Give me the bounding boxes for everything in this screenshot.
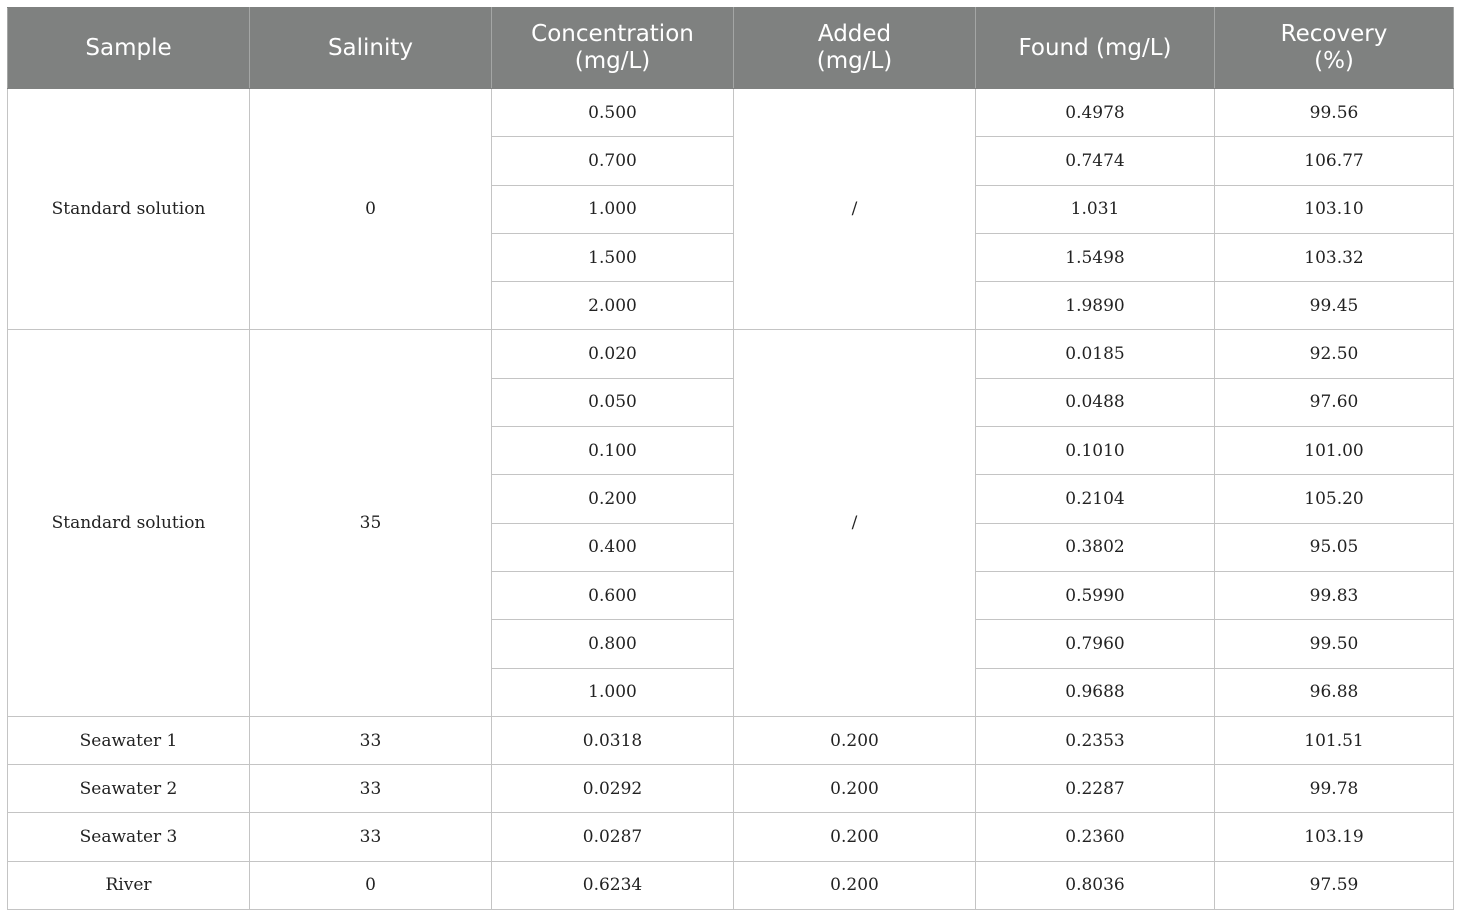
table-row [8,89,1454,137]
table-row [8,330,1454,378]
table-row [8,861,1454,909]
found-cell: 0.3802 [976,523,1215,571]
recovery-cell: 97.60 [1215,378,1454,426]
added-cell: 0.200 [734,813,976,861]
added-cell: / [734,330,976,716]
found-cell: 0.0185 [976,330,1215,378]
concentration-cell: 0.0287 [492,813,734,861]
sample-cell: Standard solution [8,89,250,330]
concentration-cell: 2.000 [492,282,734,330]
table-row [8,765,1454,813]
found-cell: 0.2287 [976,765,1215,813]
recovery-cell: 103.10 [1215,185,1454,233]
recovery-cell: 96.88 [1215,668,1454,716]
salinity-cell: 33 [250,813,492,861]
concentration-cell: 0.020 [492,330,734,378]
table-body [8,89,1454,910]
concentration-cell: 0.100 [492,427,734,475]
found-cell: 1.5498 [976,233,1215,281]
found-cell: 1.9890 [976,282,1215,330]
concentration-cell: 0.500 [492,89,734,137]
found-cell: 0.2104 [976,475,1215,523]
found-cell: 0.4978 [976,89,1215,137]
sample-cell: Standard solution [8,330,250,716]
added-cell: 0.200 [734,716,976,764]
added-cell: 0.200 [734,861,976,909]
recovery-cell: 105.20 [1215,475,1454,523]
recovery-cell: 103.32 [1215,233,1454,281]
found-cell: 0.7960 [976,620,1215,668]
found-cell: 1.031 [976,185,1215,233]
salinity-cell: 0 [250,861,492,909]
header-recovery: Recovery (%) [1215,8,1454,89]
recovery-cell: 99.83 [1215,571,1454,619]
concentration-cell: 0.800 [492,620,734,668]
concentration-cell: 1.000 [492,185,734,233]
concentration-cell: 1.000 [492,668,734,716]
sample-cell: Seawater 1 [8,716,250,764]
salinity-cell: 35 [250,330,492,716]
header-sample: Sample [8,8,250,89]
found-cell: 0.5990 [976,571,1215,619]
header-added: Added (mg/L) [734,8,976,89]
concentration-cell: 0.400 [492,523,734,571]
table-row [8,813,1454,861]
recovery-cell: 106.77 [1215,137,1454,185]
found-cell: 0.2360 [976,813,1215,861]
recovery-cell: 97.59 [1215,861,1454,909]
found-cell: 0.8036 [976,861,1215,909]
concentration-cell: 0.0318 [492,716,734,764]
recovery-cell: 99.45 [1215,282,1454,330]
table-row [8,716,1454,764]
concentration-cell: 0.200 [492,475,734,523]
recovery-table [7,7,1454,910]
recovery-cell: 101.00 [1215,427,1454,475]
sample-cell: Seawater 3 [8,813,250,861]
header-concentration: Concentration (mg/L) [492,8,734,89]
salinity-cell: 0 [250,89,492,330]
salinity-cell: 33 [250,765,492,813]
found-cell: 0.9688 [976,668,1215,716]
header-found: Found (mg/L) [976,8,1215,89]
concentration-cell: 1.500 [492,233,734,281]
added-cell: 0.200 [734,765,976,813]
recovery-cell: 103.19 [1215,813,1454,861]
recovery-cell: 101.51 [1215,716,1454,764]
recovery-cell: 99.56 [1215,89,1454,137]
recovery-cell: 99.50 [1215,620,1454,668]
recovery-cell: 95.05 [1215,523,1454,571]
found-cell: 0.2353 [976,716,1215,764]
recovery-cell: 92.50 [1215,330,1454,378]
concentration-cell: 0.6234 [492,861,734,909]
found-cell: 0.0488 [976,378,1215,426]
header-salinity: Salinity [250,8,492,89]
sample-cell: River [8,861,250,909]
added-cell: / [734,89,976,330]
concentration-cell: 0.700 [492,137,734,185]
sample-cell: Seawater 2 [8,765,250,813]
salinity-cell: 33 [250,716,492,764]
concentration-cell: 0.0292 [492,765,734,813]
header-row [8,8,1454,89]
recovery-cell: 99.78 [1215,765,1454,813]
concentration-cell: 0.050 [492,378,734,426]
found-cell: 0.7474 [976,137,1215,185]
found-cell: 0.1010 [976,427,1215,475]
concentration-cell: 0.600 [492,571,734,619]
